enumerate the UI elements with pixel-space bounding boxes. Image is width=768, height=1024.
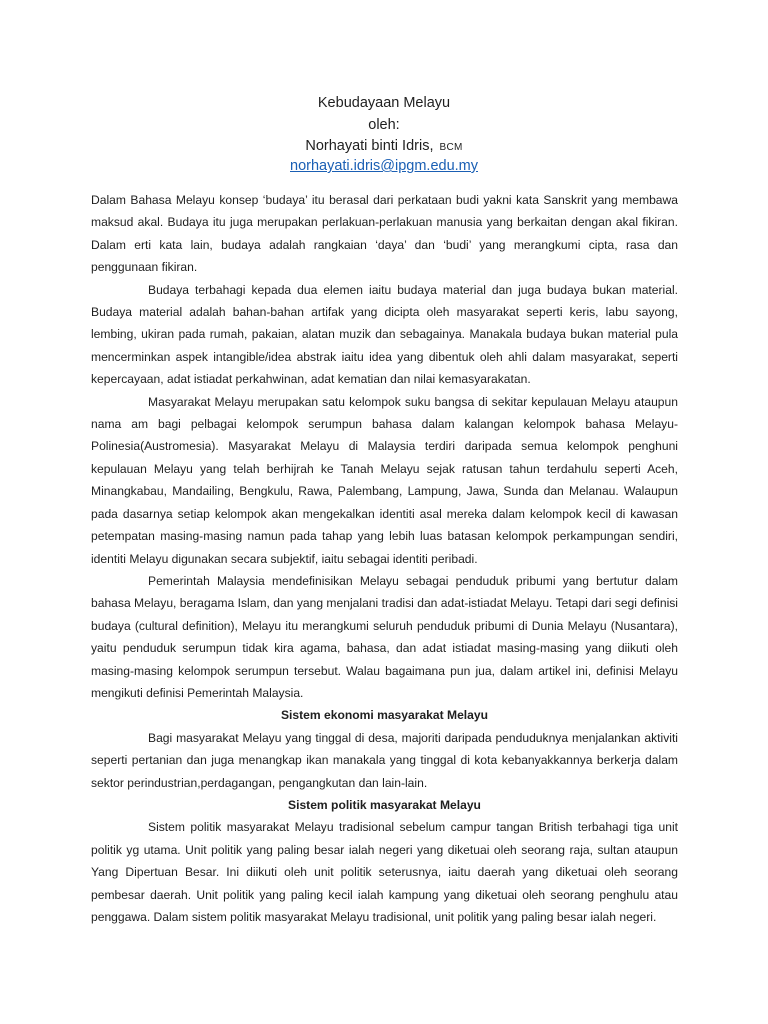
- heading-sistem-politik: Sistem politik masyarakat Melayu: [288, 797, 481, 812]
- author-email-link[interactable]: norhayati.idris@ipgm.edu.my: [290, 158, 478, 174]
- byline-label: oleh:: [368, 117, 400, 133]
- paragraph-masyarakat-melayu: Masyarakat Melayu merupakan satu kelompok suku bangsa di sekitar kepulauan Melayu ataupun nama am bagi pelbagai kelompok serumpun bahasa dalam kalangan kelompok bahasa Melayu-Polinesia(Austromesia). Masyarakat Melayu di Malaysia terdiri daripada semua kelompok penghuni kepulauan Melayu yang telah berhijrah ke Tanah Melayu sejak ratusan tahun terdahulu seperti Aceh, Minangkabau, Mandailing, Bengkulu, Rawa, Palembang, Lampung, Jawa, Sunda dan Melanau. Walaupun pada dasarnya setiap kelompok akan mengekalkan identiti asal mereka dalam kelompok kecil di kawasan petempatan masing-masing namun pada tahap yang lebih luas batasan kelompok perkampungan sendiri, identiti Melayu digunakan secara subjektif, iaitu sebagai identiti peribadi.: [91, 394, 678, 566]
- author-credential: BCM: [439, 142, 463, 153]
- paragraph-budaya-elements: Budaya terbahagi kepada dua elemen iaitu budaya material dan juga budaya bukan material. Budaya material adalah bahan-bahan artifak yang dicipta oleh masyarakat seperti keris, labu sayong, lembing, ukiran pada rumah, pakaian, alatan muzik dan sebagainya. Manakala budaya bukan material pula mencerminkan aspek intangible/idea abstrak iaitu idea yang dibentuk oleh ahli dalam masyarakat, seperti kepercayaan, adat istiadat perkahwinan, adat kematian dan nilai kemasyarakatan.: [91, 282, 678, 387]
- document-body: [91, 189, 678, 928]
- author-name: Norhayati binti Idris,: [305, 138, 434, 154]
- document-header: [0, 92, 768, 175]
- paragraph-sistem-ekonomi: Bagi masyarakat Melayu yang tinggal di desa, majoriti daripada penduduknya menjalankan aktiviti seperti pertanian dan juga menangkap ikan manakala yang tinggal di kota kebanyakkannya berkerja dalam sektor perindustrian,perdagangan, pengangkutan dan lain-lain.: [91, 730, 678, 790]
- author-line: [0, 136, 768, 158]
- paragraph-sistem-politik: Sistem politik masyarakat Melayu tradisional sebelum campur tangan British terbahagi tiga unit politik yg utama. Unit politik yang paling besar ialah negeri yang diketuai oleh seorang raja, sultan ataupun Yang Dipertuan Besar. Ini diikuti oleh unit politik seterusnya, iaitu daerah yang diketuai oleh seorang pembesar daerah. Unit politik yang paling kecil ialah kampung yang diketuai oleh seorang penghulu atau penggawa. Dalam sistem politik masyarakat Melayu tradisional, unit politik yang paling besar ialah negeri.: [91, 820, 678, 924]
- paragraph-definisi-melayu: Pemerintah Malaysia mendefinisikan Melayu sebagai penduduk pribumi yang bertutur dalam bahasa Melayu, beragama Islam, dan yang menjalani tradisi dan adat-istiadat Melayu. Tetapi dari segi definisi budaya (cultural definition), Melayu itu merangkumi seluruh penduduk pribumi di Dunia Melayu (Nusantara), yaitu penduduk serumpun tidak kira agama, bahasa, dan adat istiadat masing-masing yang diikuti oleh masing-masing kelompok serumpun tersebut. Walau bagaimana pun jua, dalam artikel ini, definisi Melayu mengikuti definisi Pemerintah Malaysia.: [91, 573, 678, 700]
- heading-sistem-ekonomi: Sistem ekonomi masyarakat Melayu: [280, 708, 489, 723]
- paragraph-budaya-definition: Dalam Bahasa Melayu konsep ‘budaya’ itu berasal dari perkataan budi yakni kata Sanskrit yang membawa maksud akal. Budaya itu juga merupakan perlakuan-perlakuan manusia yang berkaitan dengan akal fikiran. Dalam erti kata lain, budaya adalah rangkaian ‘daya’ dan ‘budi’ yang merangkumi cipta, rasa dan penggunaan fikiran.: [91, 193, 678, 275]
- document-title: Kebudayaan Melayu: [317, 95, 451, 111]
